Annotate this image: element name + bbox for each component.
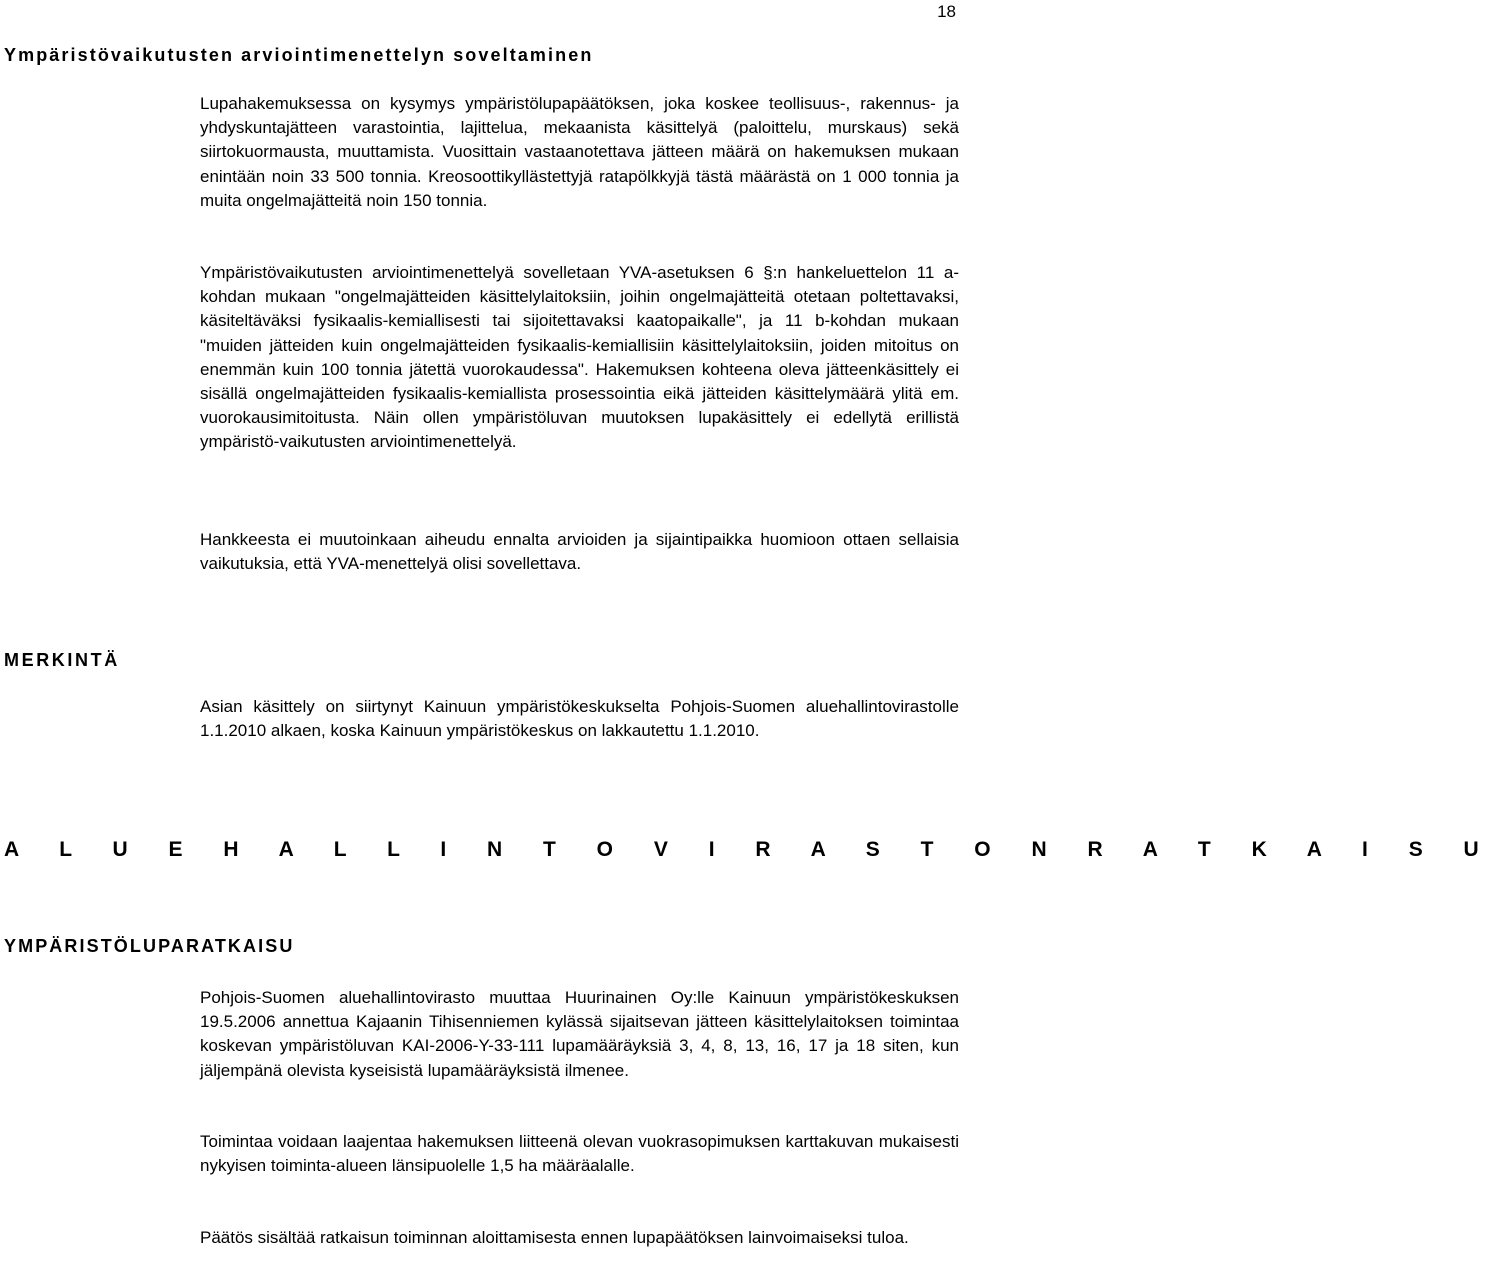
paragraph-permit-change: Pohjois-Suomen aluehallintovirasto muuttaa Huurinainen Oy:lle Kainuun ympäristökeskuksen 19.5.2006 annettua Kajaanin Tihisenniemen kylässä sijaitsevan jätteen käsittelylaitoksen toimintaa koskevan ympäristöluvan KAI-2006-Y-33-111 lupamääräyksiä 3, 4, 8, 13, 16, 17 ja 18 siten, kun jäljempänä olevista kyseisistä lupamääräyksistä ilmenee. (200, 988, 959, 1080)
paragraph-no-effects: Hankkeesta ei muutoinkaan aiheudu ennalta arvioiden ja sijaintipaikka huomioon ottaen sellaisia vaikutuksia, että YVA-menettelyä olisi sovellettava. (200, 530, 959, 574)
decision-heading-text: A L U E H A L L I N T O V I R A S T O N R A T K A I S U (4, 838, 1487, 861)
section-heading-note: MERKINTÄ (4, 650, 120, 670)
section-heading-decision (4, 839, 1487, 861)
paragraph-expansion: Toimintaa voidaan laajentaa hakemuksen liitteenä olevan vuokrasopimuksen karttakuvan mukaisesti nykyisen toiminta-alueen länsipuolelle 1,5 ha määräalalle. (200, 1132, 959, 1176)
paragraph-note: Asian käsittely on siirtynyt Kainuun ympäristökeskukselta Pohjois-Suomen aluehallintovirastolle 1.1.2010 alkaen, koska Kainuun ympäristökeskus on lakkautettu 1.1.2010. (200, 697, 959, 741)
paragraph-yva-application: Ympäristövaikutusten arviointimenettelyä sovelletaan YVA-asetuksen 6 §:n hankeluettelon 11 a-kohdan mukaan "ongelmajätteiden käsittelylaitoksiin, joihin ongelmajätteitä otetaan poltettavaksi, käsiteltäväksi fysikaalis-kemiallisesti tai sijoitettavaksi kaatopaikalle", ja 11 b-kohdan mukaan "muiden jätteiden kuin ongelmajätteiden fysikaalis-kemiallisiin käsittelylaitoksiin, joiden mitoitus on enemmän kuin 100 tonnia jätettä vuorokaudessa". Hakemuksen kohteena oleva jätteenkäsittely ei sisällä ongelmajätteiden fysikaalis-kemiallista prosessointia eikä jätteiden käsittelymäärä ylitä em. vuorokausimitoitusta. Näin ollen ympäristöluvan muutoksen lupakäsittely ei edellytä erillistä ympäristö-vaikutusten arviointimenettelyä. (200, 263, 959, 452)
section-heading-permit-decision: YMPÄRISTÖLUPARATKAISU (4, 936, 295, 956)
paragraph-permit-application: Lupahakemuksessa on kysymys ympäristölupapäätöksen, joka koskee teollisuus-, rakennus- ja yhdyskuntajätteen varastointia, lajittelua, mekaanista käsittelyä (paloittelu, murskaus) sekä siirtokuormausta, muuttamista. Vuosittain vastaanotettava jätteen määrä on hakemuksen mukaan enintään noin 33 500 tonnia. Kreosoottikyllästettyjä ratapölkkyjä tästä määrästä on 1 000 tonnia ja muita ongelmajätteitä noin 150 tonnia. (200, 94, 959, 210)
section-heading-assessment: Ympäristövaikutusten arviointimenettelyn soveltaminen (4, 45, 594, 65)
page-number: 18 (937, 2, 956, 21)
paragraph-start-before-final: Päätös sisältää ratkaisun toiminnan aloittamisesta ennen lupapäätöksen lainvoimaiseksi tuloa. (200, 1228, 909, 1247)
